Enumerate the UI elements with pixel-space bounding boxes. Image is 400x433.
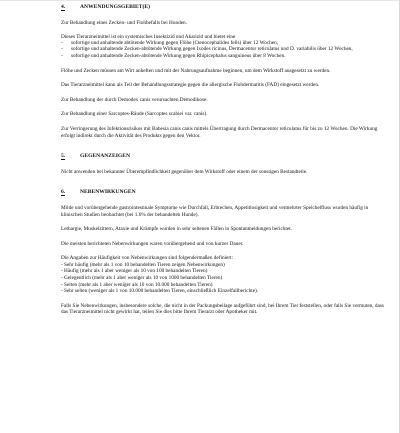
paragraph: Nicht anwenden bei bekannter Überempfindlichkeit gegenüber dem Wirkstoff oder einem der sonstigen Bestandteile. [61, 168, 308, 175]
section-title: GEGENANZEIGEN [80, 153, 131, 160]
frequency-definitions [61, 255, 385, 295]
frequency-line: - Sehr häufig (mehr als 1 von 10 behandelten Tieren zeigen Nebenwirkungen) [61, 261, 225, 268]
section-number: 6. [61, 189, 66, 196]
section-heading-5 [61, 153, 385, 160]
paragraph: Die meisten berichteten Nebenwirkungen waren vorübergehend und von kurzer Dauer. [61, 240, 244, 247]
frequency-intro: Die Angaben zur Häufigkeit von Nebenwirkungen sind folgendermaßen definiert: [61, 255, 234, 262]
list-item: - sofortige und anhaltende abtötende Wirkung gegen Flöhe (Ctenocephalides felis) über 12 Wochen, [61, 39, 279, 46]
paragraph: Lethargie, Muskelzittern, Ataxie und Krämpfe wurden in sehr seltenen Fällen in Spontanmeldungen berichtet. [61, 226, 292, 233]
section-number: 5. [61, 153, 66, 160]
section-title: ANWENDUNGSGEBIET(E) [80, 4, 150, 10]
section-number: 4. [61, 4, 66, 10]
section-title: NEBENWIRKUNGEN [80, 189, 136, 196]
paragraph: Zur Behandlung einer Sarcoptes-Räude (Sarcoptes scabiei var. canis). [61, 111, 208, 118]
page-top-border [0, 0, 399, 1]
paragraph: Dieses Tierarzneimittel ist ein systemisches Insektizid und Akarizid und bietet eine [61, 34, 236, 41]
section-heading-6 [61, 189, 385, 196]
frequency-line: - Sehr selten (weniger als 1 von 10.000 behandelten Tieren, einschließlich Einzelfallberichte). [61, 288, 259, 295]
paragraph: Das Tierarzneimittel kann als Teil der Behandlungsstrategie gegen die allergische Flohdermatitis (FAD) eingesetzt werden. [61, 82, 320, 89]
paragraph: Milde und vorübergehende gastrointestinale Symptome wie Durchfall, Erbrechen, Appetitlosigkeit und vermehrter Speichelfluss wurden häufig in klinischen Studien beobachtet (bei 1.6% der behandelten Hunde). [61, 204, 369, 218]
paragraph: Zur Verringerung des Infektionsrisikos mit Babesia canis canis mittels Übertragung durch Dermacentor reticulatus für bis zu 12 Wochen. Die Wirkung erfolgt indirekt durch die Aktivität des Produkts gegen den Vektor. [61, 125, 378, 139]
section-heading-4 [61, 4, 385, 11]
frequency-line: - Häufig (mehr als 1 aber weniger als 10 von 100 behandelten Tieren) [61, 268, 208, 275]
paragraph: Zur Behandlung eines Zecken- und Flohbefalls bei Hunden. [61, 19, 187, 26]
list-item: - sofortige und anhaltende Zecken-abtötende Wirkung gegen Ixodes ricinus, Dermacentor reticulatus und D. variabilis über 12 Wochen, [61, 46, 353, 53]
frequency-line: - Selten (mehr als 1 aber weniger als 10 von 10.000 behandelten Tieren) [61, 281, 213, 288]
paragraph: Falls Sie Nebenwirkungen, insbesondere solche, die nicht in der Packungsbeilage aufgeführt sind, bei Ihrem Tier feststellen, oder falls Sie vermuten, dass das Tierarzneimittel nicht gewirkt hat, teilen Sie dies bitte Ihrem Tierarzt oder Apotheker mit. [61, 302, 384, 316]
indication-list [61, 40, 385, 60]
paragraph: Flöhe und Zecken müssen am Wirt anheften und mit der Nahrungsaufnahme beginnen, um dem Wirkstoff ausgesetzt zu werden. [61, 67, 331, 74]
paragraph: Zur Behandlung der durch Demodex canis verursachten Demodikose. [61, 96, 208, 103]
list-item: - sofortige und anhaltende Zecken-abtötende Wirkung gegen Rhipicephalus sanguineus über 8 Wochen. [61, 52, 286, 59]
frequency-line: - Gelegentlich (mehr als 1 aber weniger als 10 von 1000 behandelten Tieren) [61, 275, 223, 282]
